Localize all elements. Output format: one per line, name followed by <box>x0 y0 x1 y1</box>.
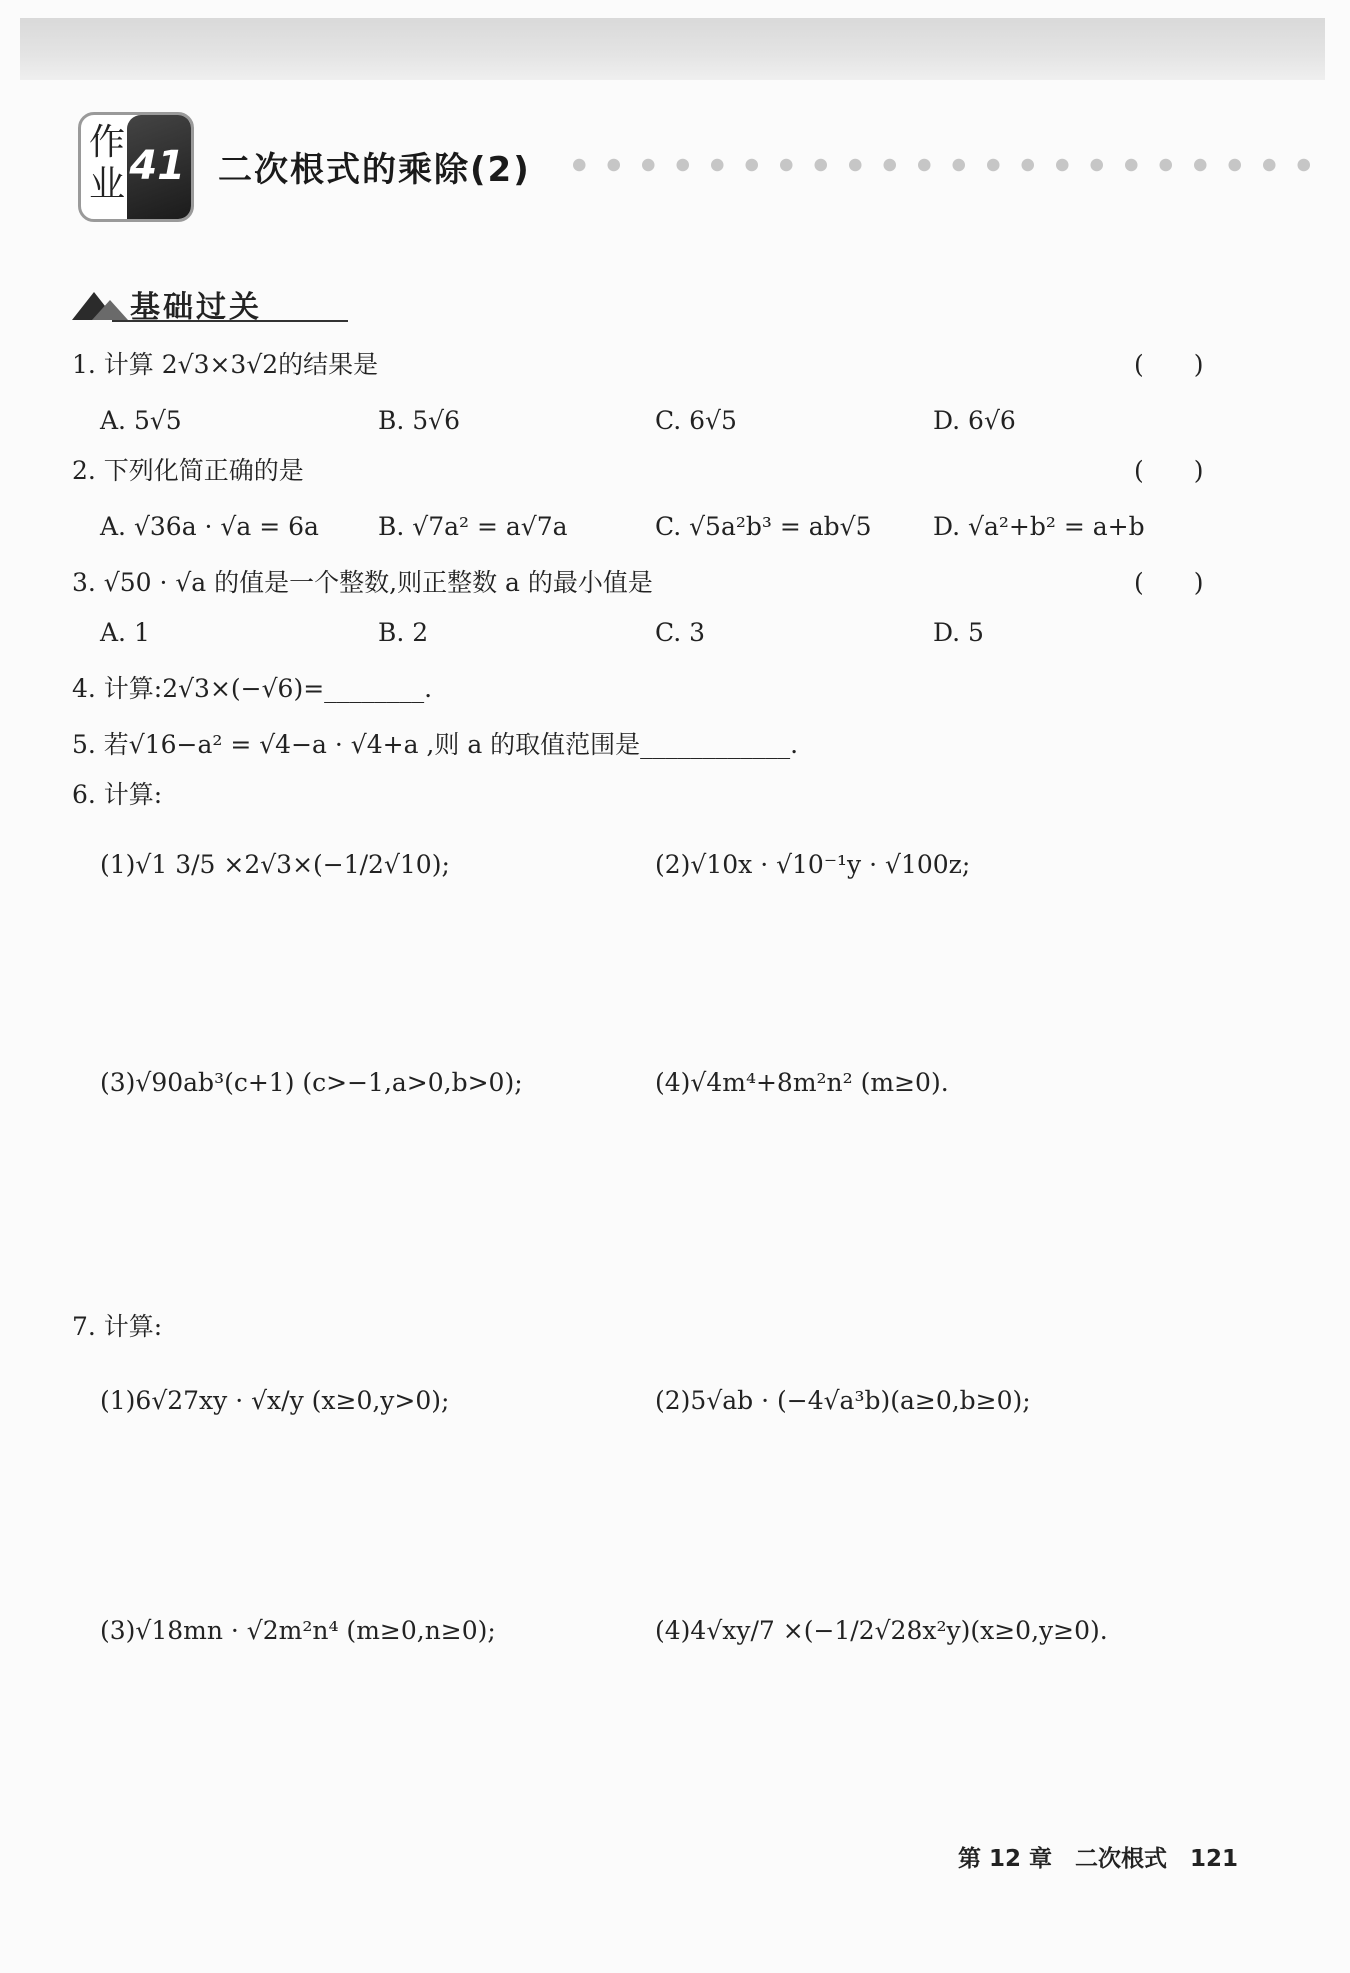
q2-answer-paren: ( ) <box>1134 456 1204 485</box>
q2-stem: 2. 下列化简正确的是 <box>72 456 304 485</box>
q1-stem: 1. 计算 2√3×3√2的结果是 <box>72 350 379 379</box>
q7-part-2: (2)5√ab · (−4√a³b)(a≥0,b≥0); <box>655 1386 1031 1415</box>
q1-option-c: C. 6√5 <box>655 406 737 435</box>
q6-part-2: (2)√10x · √10⁻¹y · √100z; <box>655 850 971 879</box>
q5-stem: 5. 若√16−a² = √4−a · √4+a ,则 a 的取值范围是____________. <box>72 730 799 759</box>
q2-option-c: C. √5a²b³ = ab√5 <box>655 512 872 541</box>
q4-stem: 4. 计算:2√3×(−√6)=________. <box>72 674 433 703</box>
homework-badge <box>78 112 194 222</box>
q2-option-d: D. √a²+b² = a+b <box>933 512 1145 541</box>
q7-part-4: (4)4√xy/7 ×(−1/2√28x²y)(x≥0,y≥0). <box>655 1616 1108 1645</box>
q6-stem: 6. 计算: <box>72 780 163 809</box>
section-label: 基础过关 <box>130 290 262 325</box>
q3-answer-paren: ( ) <box>1134 568 1204 597</box>
q3-option-c: C. 3 <box>655 618 706 647</box>
section-heading <box>72 282 282 325</box>
mountain-icon <box>72 286 132 322</box>
q1-option-d: D. 6√6 <box>933 406 1016 435</box>
q7-stem: 7. 计算: <box>72 1312 163 1341</box>
q3-option-d: D. 5 <box>933 618 984 647</box>
q2-option-b: B. √7a² = a√7a <box>378 512 568 541</box>
section-underline <box>112 320 348 322</box>
badge-char-2: 业 <box>89 164 126 205</box>
q7-part-1: (1)6√27xy · √x/y (x≥0,y>0); <box>100 1386 450 1415</box>
q7-part-3: (3)√18mn · √2m²n⁴ (m≥0,n≥0); <box>100 1616 496 1645</box>
q6-part-4: (4)√4m⁴+8m²n² (m≥0). <box>655 1068 949 1097</box>
q1-answer-paren: ( ) <box>1134 350 1204 379</box>
badge-number: 41 <box>129 143 185 189</box>
q6-part-1: (1)√1 3/5 ×2√3×(−1/2√10); <box>100 850 450 879</box>
q1-option-a: A. 5√5 <box>100 406 182 435</box>
q3-stem: 3. √50 · √a 的值是一个整数,则正整数 a 的最小值是 <box>72 568 653 597</box>
page-footer: 第 12 章 二次根式 121 <box>958 1846 1239 1872</box>
q1-option-b: B. 5√6 <box>378 406 461 435</box>
q3-option-b: B. 2 <box>378 618 429 647</box>
page-header-band <box>20 18 1325 80</box>
badge-number-block <box>127 115 191 219</box>
q6-part-3: (3)√90ab³(c+1) (c>−1,a>0,b>0); <box>100 1068 523 1097</box>
q3-option-a: A. 1 <box>100 618 150 647</box>
title-dot-leader <box>562 158 1312 172</box>
q2-option-a: A. √36a · √a = 6a <box>100 512 319 541</box>
badge-char-1: 作 <box>89 122 126 163</box>
page-title: 二次根式的乘除(2) <box>218 150 531 190</box>
